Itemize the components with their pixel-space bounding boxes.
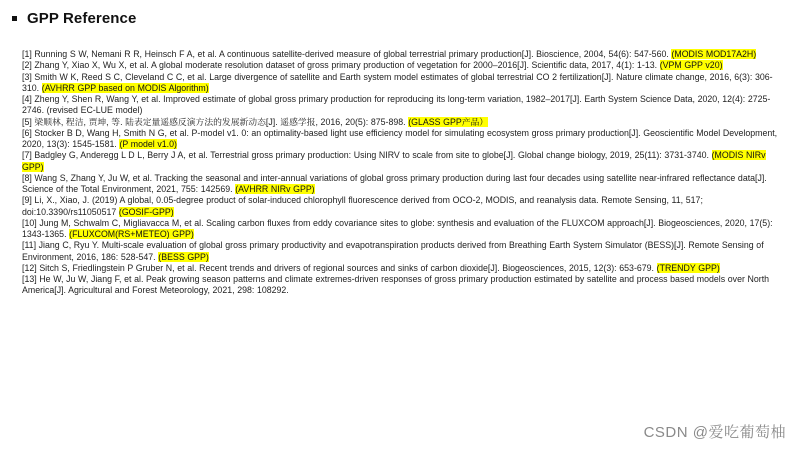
page-title: GPP Reference [27,10,137,27]
product-tag: (TRENDY GPP) [656,262,720,273]
product-tag: (BESS GPP) [158,251,209,262]
product-tag: (MODIS MOD17A2H) [671,49,757,59]
product-tag: (GLASS GPP产品） [408,116,489,127]
reference-text: [12] Sitch S, Friedlingstein P Gruber N, et al. Recent trends and drivers of regional sources and sinks of carbon dioxide[J]. Biogeosciences, 2015, 12(3): 653-679. [22,262,657,273]
reference-text: [3] Smith W K, Reed S C, Cleveland C C, et al. Large divergence of satellite and Earth system model estimates of global terrestrial CO 2 fertilization[J]. Nature climate change, 2016, 6(3): 306-310. [22,71,773,93]
reference-text: [4] Zheng Y, Shen R, Wang Y, et al. Improved estimate of global gross primary production for reproducing its long-term variation, 1982–2017[J]. Earth System Science Data, 2020, 12(4): 2725-2746. (revised EC-LUE model) [22,94,771,116]
product-tag: (AVHRR GPP based on MODIS Algorithm) [41,82,209,93]
reference-text: [7] Badgley G, Anderegg L D L, Berry J A, et al. Terrestrial gross primary production: Using NIRV to scale from site to globe[J]. Global change biology, 2019, 25(11): 3731-3740. [22,150,712,161]
reference-text: [13] He W, Ju W, Jiang F, et al. Peak growing season patterns and climate extremes-driven responses of gross primary production estimated by satellite and process based models over North America[J]. Agricultural and Forest Meteorology, 2021, 298: 108292. [22,274,770,296]
reference-item [22,195,780,218]
product-tag: (VPM GPP v20) [659,60,723,71]
reference-text: [2] Zhang Y, Xiao X, Wu X, et al. A global moderate resolution dataset of gross primary production of vegetation for 2000–2016[J]. Scientific data, 2017, 4(1): 1-13. [22,60,660,71]
reference-item [22,117,780,128]
reference-item [22,60,780,71]
reference-item [22,274,780,297]
reference-text: [8] Wang S, Zhang Y, Ju W, et al. Tracking the seasonal and inter-annual variations of global gross primary production during last four decades using satellite near-infrared reflectance data[J]. Science of the Total Environment, 2021, 755: 142569. [22,172,767,194]
reference-text: [10] Jung M, Schwalm C, Migliavacca M, et al. Scaling carbon fluxes from eddy covariance sites to globe: synthesis and evaluation of the FLUXCOM approach[J]. Biogeosciences, 2020, 17(5): 1343-1365. [22,217,773,239]
reference-text: [11] Jiang C, Ryu Y. Multi-scale evaluation of global gross primary productivity and evapotranspiration products derived from Breathing Earth System Simulator (BESS)[J]. Remote Sensing of Environment, 2016, 186: 528-547. [22,240,764,262]
product-tag: (GOSIF-GPP) [118,206,174,217]
product-tag: (FLUXCOM(RS+METEO) GPP) [69,229,194,239]
reference-text: [5] 梁顺林, 程洁, 贾坤, 等. 陆表定量遥感反演方法的发展新动态[J]. 遥感学报, 2016, 20(5): 875-898. [22,116,409,127]
section-heading [12,10,136,27]
product-tag: (MODIS NIRv GPP) [22,150,766,172]
square-bullet-icon [12,16,17,21]
reference-list [22,49,780,297]
reference-item [22,173,780,196]
reference-item [22,128,780,151]
product-tag: (AVHRR NIRv GPP) [235,184,315,194]
reference-item [22,72,780,95]
reference-item [22,240,780,263]
product-tag: (P model v1.0) [119,139,177,149]
reference-item [22,49,780,60]
reference-item [22,150,780,173]
reference-text: [1] Running S W, Nemani R R, Heinsch F A, et al. A continuous satellite-derived measure of global terrestrial primary production[J]. Bioscience, 2004, 54(6): 547-560. [22,49,672,59]
reference-item [22,263,780,274]
reference-item [22,218,780,241]
reference-text: [9] Li, X., Xiao, J. (2019) A global, 0.05-degree product of solar-induced chlorophyll fluorescence derived from OCO-2, MODIS, and reanalysis data. Remote Sensing, 11, 517; doi:10.3390/rs11050517 [22,195,703,217]
reference-item [22,94,780,117]
reference-text: [6] Stocker B D, Wang H, Smith N G, et al. P-model v1. 0: an optimality-based light use efficiency model for simulating ecosystem gross primary production[J]. Geoscientific Model Development, 2020, 13(3): 1545-1581. [22,127,778,149]
watermark: CSDN @爱吃葡萄柚 [643,424,786,441]
